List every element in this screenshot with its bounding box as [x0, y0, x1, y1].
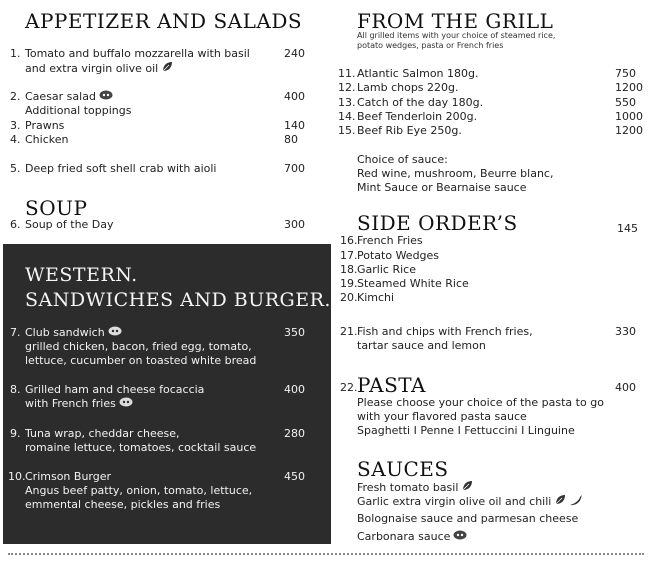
item-number: 20. — [340, 291, 358, 304]
pasta-types: Spaghetti I Penne I Fettuccini I Linguine — [357, 424, 575, 437]
sauce-item: Garlic extra virgin olive oil and chili — [357, 494, 583, 510]
menu-item-name: Catch of the day 180g. — [357, 96, 484, 109]
footer-dotted-divider — [8, 553, 644, 555]
item-number: 13. — [338, 96, 356, 109]
item-number: 2. — [10, 90, 21, 103]
menu-item-price: 145 — [617, 222, 638, 235]
western-heading-line1: WESTERN. — [25, 264, 138, 286]
menu-item-price: 140 — [284, 119, 305, 132]
menu-item-subheading: Additional toppings — [25, 104, 132, 117]
menu-item-price: 400 — [615, 381, 636, 394]
item-number: 16. — [340, 234, 358, 247]
item-number: 14. — [338, 110, 356, 123]
menu-item-desc: lettuce, cucumber on toasted white bread — [25, 354, 257, 367]
menu-item-name: Caesar salad — [25, 90, 113, 104]
menu-item-name: French Fries — [357, 234, 423, 247]
menu-item-name: Prawns — [25, 119, 65, 132]
appetizers-heading: APPETIZER AND SALADS — [25, 9, 303, 33]
menu-item-price: 300 — [284, 218, 305, 231]
sauce-item: Bolognaise sauce and parmesan cheese — [357, 512, 579, 525]
item-number: 12. — [338, 81, 356, 94]
pork-icon — [108, 326, 122, 340]
menu-item-name: Grilled ham and cheese focaccia — [25, 383, 205, 396]
pasta-desc: with your flavored pasta sauce — [357, 410, 527, 423]
item-number: 11. — [338, 67, 356, 80]
menu-item-desc: emmental cheese, pickles and fries — [25, 498, 221, 511]
item-number: 3. — [10, 119, 21, 132]
menu-item-name: Kimchi — [357, 291, 395, 304]
item-number: 19. — [340, 277, 358, 290]
menu-item-price: 400 — [284, 383, 305, 396]
item-number: 21. — [340, 325, 358, 338]
menu-item-price: 80 — [284, 133, 298, 146]
menu-item-price: 330 — [615, 325, 636, 338]
chili-icon — [569, 494, 583, 510]
sauce-item: Carbonara sauce — [357, 530, 467, 544]
western-section-panel — [3, 244, 331, 544]
menu-item-name: Deep fried soft shell crab with aioli — [25, 162, 217, 175]
item-number: 1. — [10, 47, 21, 60]
pork-icon — [119, 397, 133, 411]
item-number: 6. — [10, 218, 21, 231]
grill-subtitle: potato wedges, pasta or French fries — [357, 41, 504, 50]
menu-item-name: Beef Tenderloin 200g. — [357, 110, 478, 123]
menu-item-price: 1200 — [615, 124, 643, 137]
pork-icon — [99, 90, 113, 104]
menu-item-price: 550 — [615, 96, 636, 109]
sauce-choice-options: Mint Sauce or Bearnaise sauce — [357, 181, 527, 194]
item-number: 7. — [10, 326, 21, 339]
menu-item-name: Tomato and buffalo mozzarella with basil — [25, 47, 250, 60]
leaf-icon — [554, 494, 566, 510]
menu-item-name: Garlic Rice — [357, 263, 416, 276]
menu-item-name: Soup of the Day — [25, 218, 114, 231]
soup-heading: SOUP — [25, 196, 88, 220]
pasta-desc: Please choose your choice of the pasta to go — [357, 396, 604, 409]
item-number: 22. — [340, 381, 358, 394]
sauce-choice-label: Choice of sauce: — [357, 153, 448, 166]
item-number: 17. — [340, 249, 358, 262]
menu-item-desc: and extra virgin olive oil — [25, 61, 173, 77]
menu-item-name: Tuna wrap, cheddar cheese, — [25, 427, 180, 440]
item-number: 15. — [338, 124, 356, 137]
menu-item-name: Steamed White Rice — [357, 277, 469, 290]
menu-item-name: Potato Wedges — [357, 249, 440, 262]
menu-item-name: Atlantic Salmon 180g. — [357, 67, 479, 80]
menu-item-name: Chicken — [25, 133, 69, 146]
menu-item-price: 280 — [284, 427, 305, 440]
menu-item-name: Fish and chips with French fries, — [357, 325, 533, 338]
menu-item-price: 1200 — [615, 81, 643, 94]
item-number: 5. — [10, 162, 21, 175]
menu-item-desc: tartar sauce and lemon — [357, 339, 486, 352]
grill-heading: FROM THE GRILL — [357, 9, 554, 33]
menu-item-desc: Angus beef patty, onion, tomato, lettuce, — [25, 484, 253, 497]
menu-item-price: 350 — [284, 326, 305, 339]
item-number: 9. — [10, 427, 21, 440]
item-number: 4. — [10, 133, 21, 146]
menu-item-price: 750 — [615, 67, 636, 80]
sauce-choice-options: Red wine, mushroom, Beurre blanc, — [357, 167, 554, 180]
sauces-heading: SAUCES — [357, 457, 449, 481]
western-heading-line2: SANDWICHES AND BURGER. — [25, 289, 331, 311]
menu-item-name: Lamb chops 220g. — [357, 81, 459, 94]
pork-icon — [453, 530, 467, 544]
menu-item-name: Club sandwich — [25, 326, 122, 340]
menu-item-price: 1000 — [615, 110, 643, 123]
item-number: 10. — [8, 470, 26, 483]
menu-item-price: 700 — [284, 162, 305, 175]
item-number: 18. — [340, 263, 358, 276]
menu-item-price: 400 — [284, 90, 305, 103]
menu-item-desc: with French fries — [25, 397, 133, 411]
sauce-item: Fresh tomato basil — [357, 480, 473, 496]
menu-item-desc: romaine lettuce, tomatoes, cocktail sauce — [25, 441, 257, 454]
grill-subtitle: All grilled items with your choice of steamed rice, — [357, 31, 556, 40]
menu-item-price: 240 — [284, 47, 305, 60]
side-order-heading: SIDE ORDER’S — [357, 211, 518, 235]
menu-item-price: 450 — [284, 470, 305, 483]
leaf-icon — [161, 61, 173, 77]
menu-item-name: Crimson Burger — [25, 470, 112, 483]
menu-item-name: Beef Rib Eye 250g. — [357, 124, 462, 137]
menu-item-desc: grilled chicken, bacon, fried egg, tomato, — [25, 340, 252, 353]
item-number: 8. — [10, 383, 21, 396]
pasta-heading: PASTA — [357, 373, 426, 397]
